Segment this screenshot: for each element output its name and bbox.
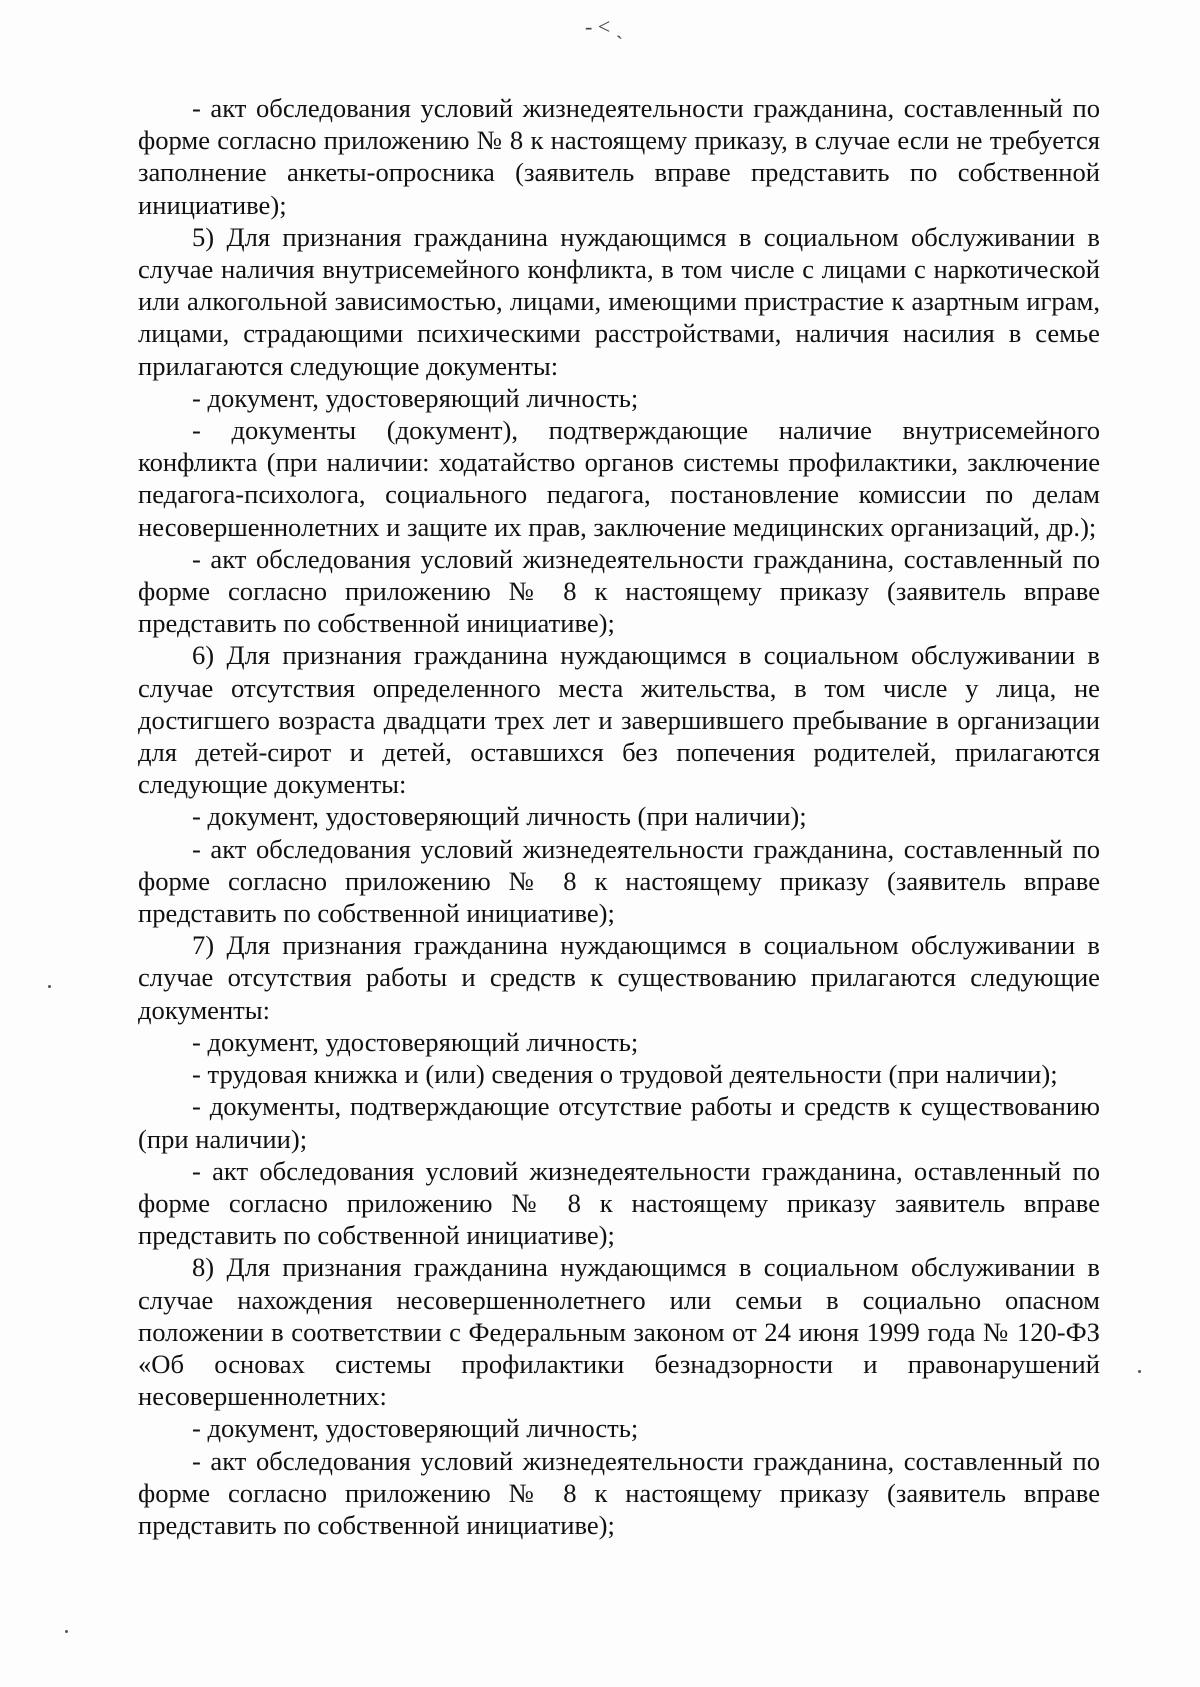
paragraph: 7) Для признания гражданина нуждающимся в социальном обслуживании в случае отсутствия работы и средств к существованию прилагаются следующие документы:	[138, 930, 1100, 1025]
paragraph: - акт обследования условий жизнедеятельности гражданина, составленный по форме согласно приложению № 8 к настоящему приказу, в случае если не требуется заполнение анкеты-опросника (заявитель вправе представить по собственной инициативе);	[138, 93, 1100, 220]
document-body	[138, 92, 1100, 1541]
scan-speck	[48, 985, 51, 988]
paragraph: - документы, подтверждающие отсутствие работы и средств к существованию (при наличии);	[138, 1091, 1100, 1154]
scan-speck	[1138, 1370, 1141, 1373]
paragraph: - документы (документ), подтверждающие наличие внутрисемейного конфликта (при наличии: ходатайство органов системы профилактики, заключение педагога-психолога, социального педагога, постановление комиссии по делам несовершеннолетних и защите их прав, заключение медицинских организаций, др.);	[138, 415, 1100, 542]
scan-speck	[65, 1630, 68, 1633]
paragraph: - документ, удостоверяющий личность;	[192, 1413, 639, 1444]
paragraph: 6) Для признания гражданина нуждающимся в социальном обслуживании в случае отсутствия определенного места жительства, в том числе у лица, не достигшего возраста двадцати трех лет и завершившего пребывание в организации для детей-сирот и детей, оставшихся без попечения родителей, прилагаются следующие документы:	[138, 640, 1100, 800]
paragraph: - документ, удостоверяющий личность;	[192, 382, 639, 413]
paragraph: - акт обследования условий жизнедеятельности гражданина, составленный по форме согласно приложению № 8 к настоящему приказу (заявитель вправе представить по собственной инициативе);	[138, 1445, 1100, 1540]
paragraph: - акт обследования условий жизнедеятельности гражданина, составленный по форме согласно приложению № 8 к настоящему приказу (заявитель вправе представить по собственной инициативе);	[138, 833, 1100, 929]
paragraph: - акт обследования условий жизнедеятельности гражданина, оставленный по форме согласно приложению № 8 к настоящему приказу заявитель вправе представить по собственной инициативе);	[138, 1155, 1100, 1251]
paragraph: - трудовая книжка и (или) сведения о трудовой деятельности (при наличии);	[192, 1059, 1058, 1090]
scan-artifact-top: ‑ ˂ ˎ	[585, 14, 624, 39]
paragraph: - документ, удостоверяющий личность (при наличии);	[192, 801, 807, 832]
paragraph: - акт обследования условий жизнедеятельности гражданина, составленный по форме согласно приложению № 8 к настоящему приказу (заявитель вправе представить по собственной инициативе);	[138, 543, 1100, 639]
paragraph: 5) Для признания гражданина нуждающимся в социальном обслуживании в случае наличия внутрисемейного конфликта, в том числе с лицами с наркотической или алкогольной зависимостью, лицами, имеющими пристрастие к азартным играм, лицами, страдающими психическими расстройствами, наличия насилия в семье прилагаются следующие документы:	[138, 221, 1100, 381]
paragraph: 8) Для признания гражданина нуждающимся в социальном обслуживании в случае нахождения несовершеннолетнего или семьи в социально опасном положении в соответствии с Федеральным законом от 24 июня 1999 года № 120-ФЗ «Об основах системы профилактики безнадзорности и правонарушений несовершеннолетних:	[138, 1252, 1100, 1412]
paragraph: - документ, удостоверяющий личность;	[192, 1026, 639, 1057]
